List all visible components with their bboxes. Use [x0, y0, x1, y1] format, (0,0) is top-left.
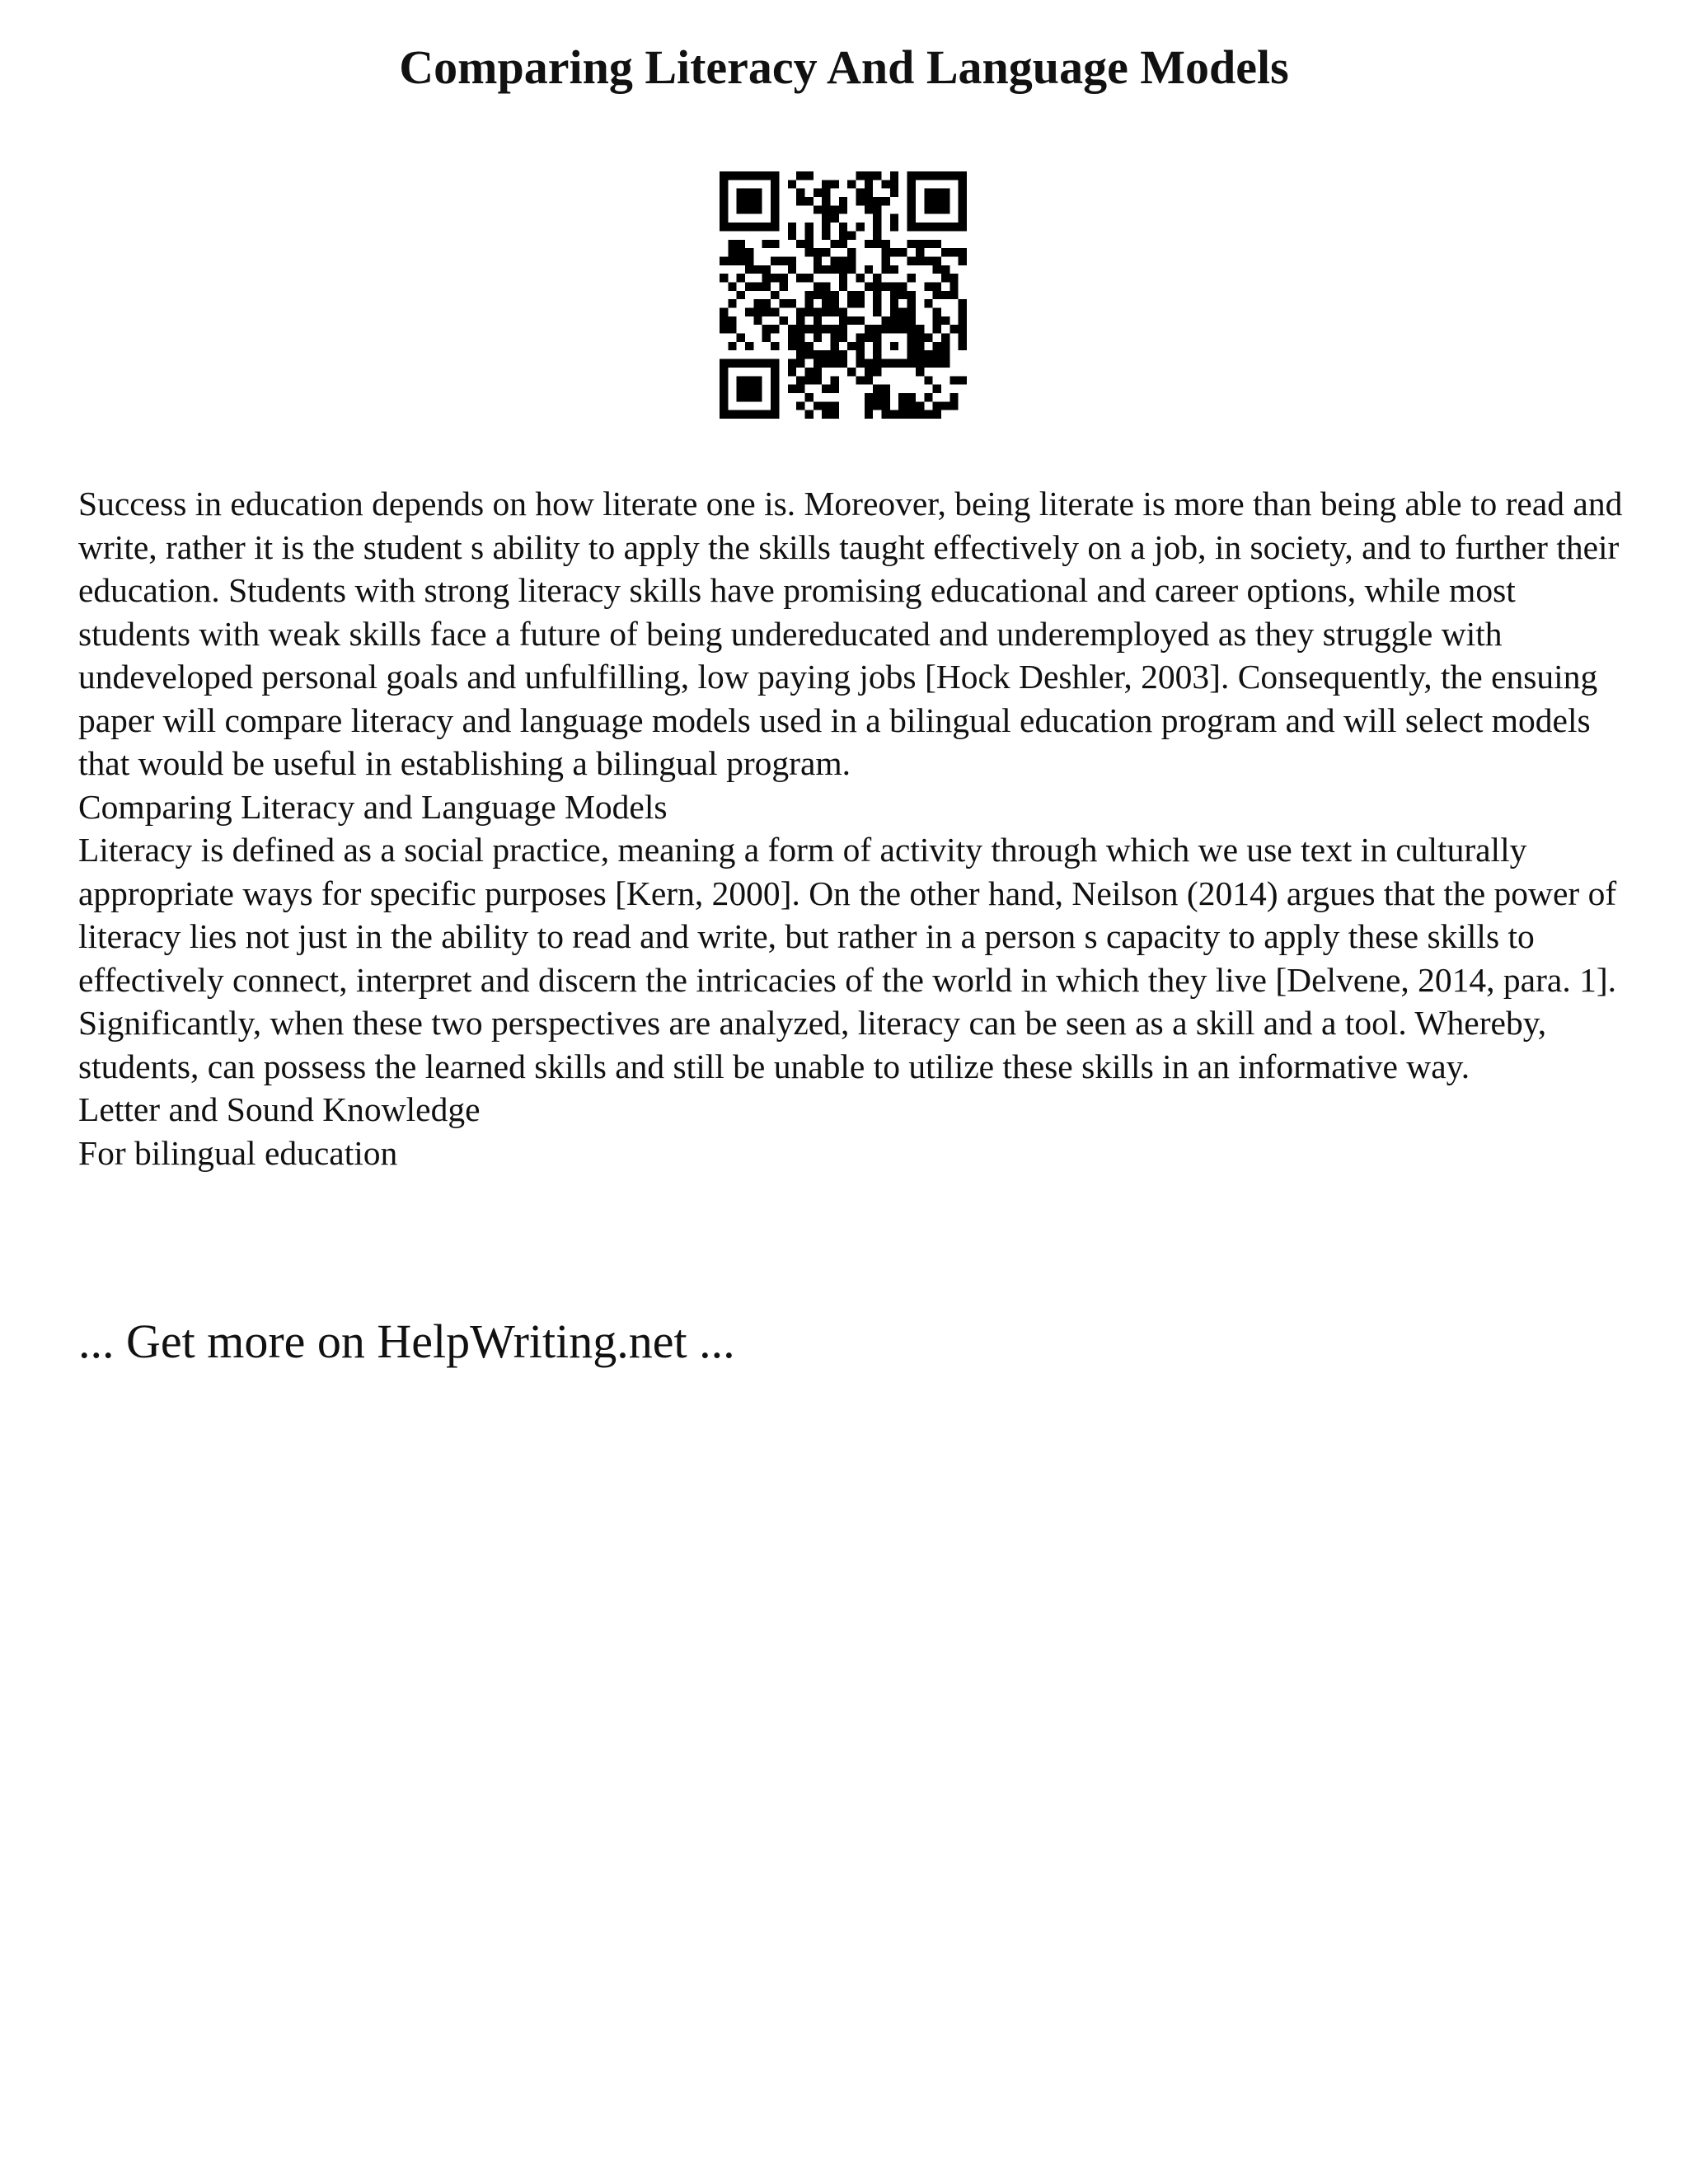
qr-code-icon: [720, 171, 967, 419]
page-title: Comparing Literacy And Language Models: [399, 40, 1289, 94]
document-body: [78, 482, 1628, 1174]
bilingual-line: For bilingual education: [78, 1133, 398, 1172]
section-heading-comparing: Comparing Literacy and Language Models: [78, 787, 668, 826]
literacy-paragraph: Literacy is defined as a social practice, meaning a form of activity through which we use text in culturally appropriate ways for specific purposes [Kern, 2000]. On the other hand, Neilson (2014) argues that the power of literacy lies not just in the ability to read and write, but rather in a person s capacity to apply these skills to effectively connect, interpret and discern the intricacies of the world in which they live [Delvene, 2014, para. 1]. Significantly, when these two perspectives are analyzed, literacy can be seen as a skill and a tool. Whereby, students, can possess the learned skills and still be unable to utilize these skills in an informative way.: [78, 831, 1617, 1085]
get-more-link[interactable]: ... Get more on HelpWriting.net ...: [78, 1315, 735, 1368]
intro-paragraph: Success in education depends on how literate one is. Moreover, being literate is more than being able to read and write, rather it is the student s ability to apply the skills taught effectively on a job, in society, and to further their education. Students with strong literacy skills have promising educational and career options, while most students with weak skills face a future of being undereducated and underemployed as they struggle with undeveloped personal goals and unfulfilling, low paying jobs [Hock Deshler, 2003]. Consequently, the ensuing paper will compare literacy and language models used in a bilingual education program and will select models that would be useful in establishing a bilingual program.: [78, 485, 1623, 782]
section-heading-letter-sound: Letter and Sound Knowledge: [78, 1090, 481, 1128]
